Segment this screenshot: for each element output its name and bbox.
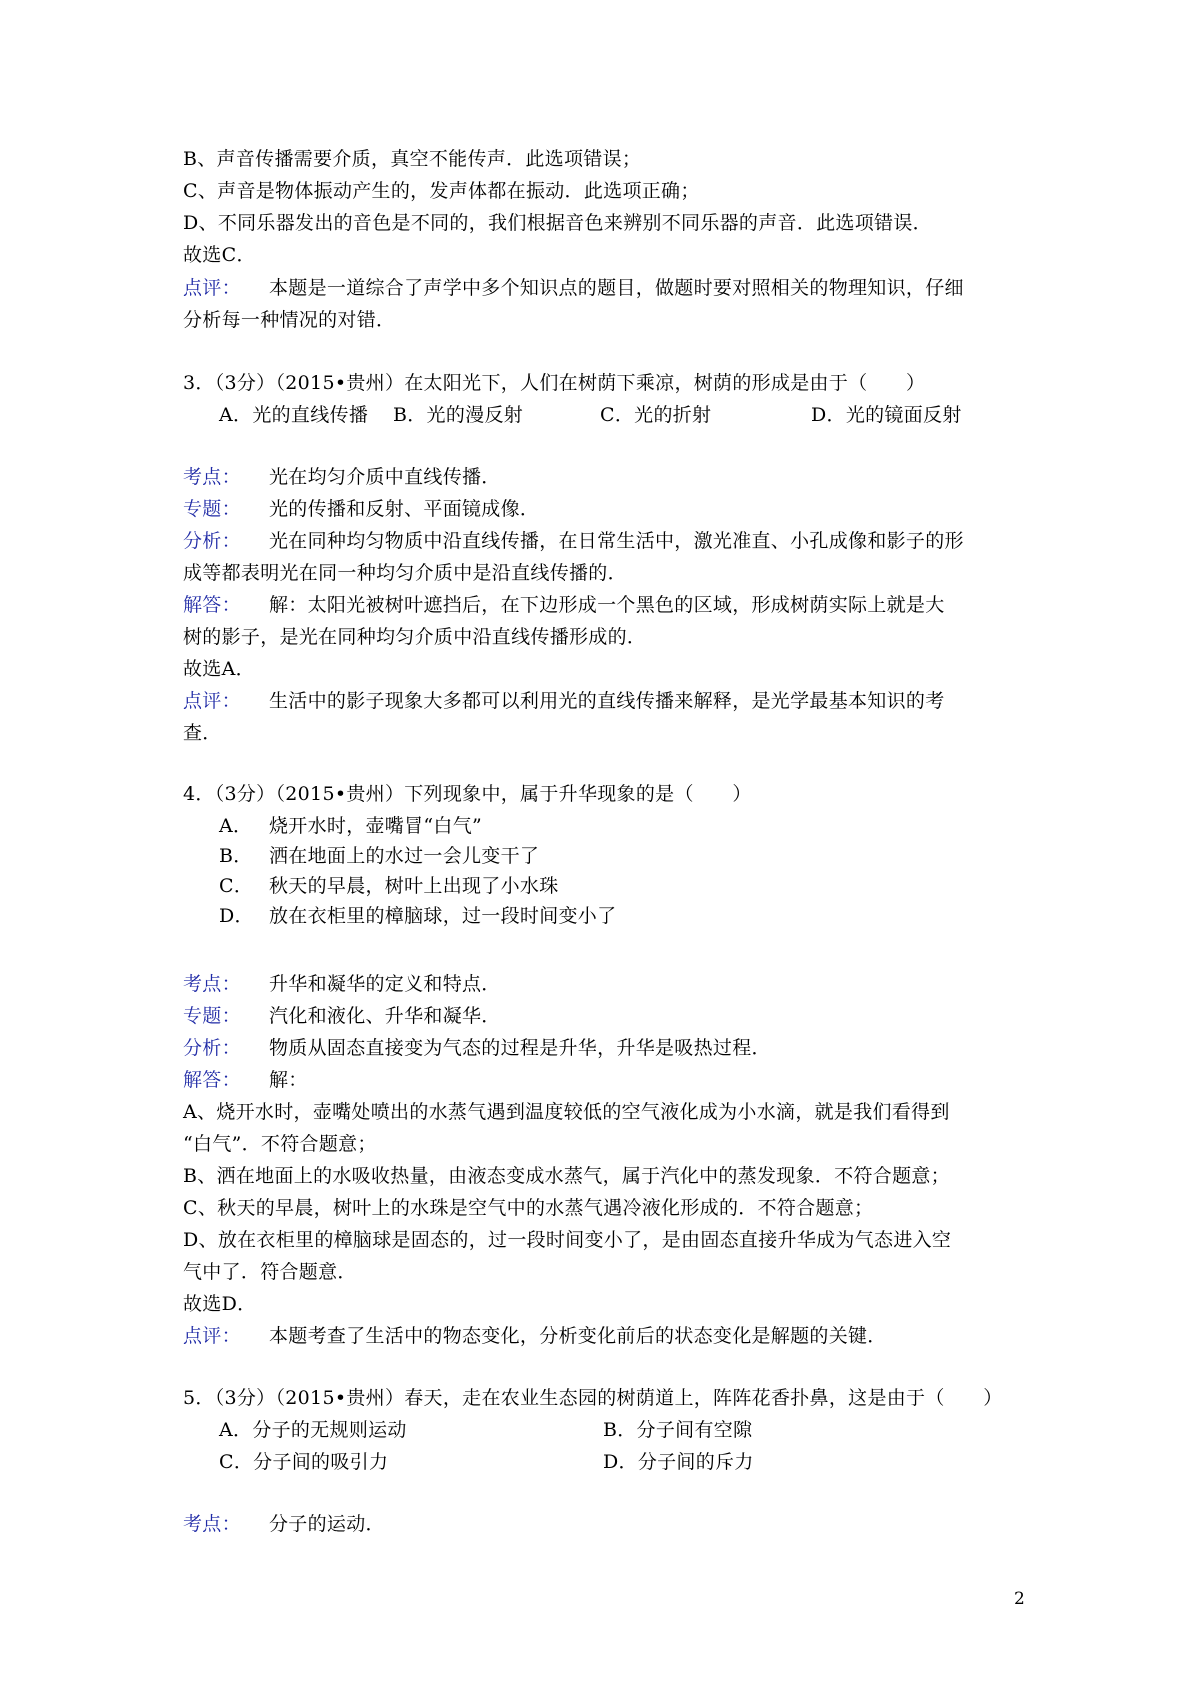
q2-analysis-b: B、声音传播需要介质，真空不能传声．此选项错误；: [183, 148, 642, 170]
q3-option-d: D．光的镜面反射: [811, 404, 962, 426]
q3-solution: 解答： 解：太阳光被树叶遮挡后，在下边形成一个黑色的区域，形成树荫实际上就是大: [183, 590, 1033, 620]
q4-option: A． 烧开水时，壶嘴冒“白气”: [219, 815, 483, 837]
keypoint-label: 考点：: [183, 1513, 241, 1535]
q3-keypoint: 考点： 光在均匀介质中直线传播．: [183, 462, 1033, 492]
q4-line-a: A、烧开水时，壶嘴处喷出的水蒸气遇到温度较低的空气液化成为小水滴，就是我们看得到: [183, 1101, 950, 1123]
page-number: 2: [1014, 1589, 1025, 1609]
q2-analysis-d: D、不同乐器发出的音色是不同的，我们根据音色来辨别不同乐器的声音．此选项错误．: [183, 212, 932, 234]
q3-topic: 专题： 光的传播和反射、平面镜成像．: [183, 494, 1033, 524]
q4-stem: 4．（3分）（2015•贵州）下列现象中，属于升华现象的是（ ）: [183, 783, 752, 805]
q4-keypoint: 考点： 升华和凝华的定义和特点．: [183, 969, 1033, 999]
q4-topic: 专题： 汽化和液化、升华和凝华．: [183, 1001, 1033, 1031]
q2-answer: 故选C．: [183, 244, 256, 266]
q4-option: B． 洒在地面上的水过一会儿变干了: [219, 845, 540, 867]
analysis-label: 分析：: [183, 1037, 241, 1059]
q4-answer: 故选D．: [183, 1293, 257, 1315]
topic-label: 专题：: [183, 1005, 241, 1027]
q4-options: [219, 811, 616, 931]
q4-line-b: B、洒在地面上的水吸收热量，由液态变成水蒸气，属于汽化中的蒸发现象．不符合题意；: [183, 1165, 950, 1187]
q4-line-d-cont: 气中了．符合题意．: [183, 1261, 357, 1283]
solution-label: 解答：: [183, 1069, 241, 1091]
q3-comment-cont: 查．: [183, 722, 222, 744]
q4-comment: 点评： 本题考查了生活中的物态变化，分析变化前后的状态变化是解题的关键．: [183, 1321, 1033, 1351]
q4-line-d: D、放在衣柜里的樟脑球是固态的，过一段时间变小了，是由固态直接升华成为气态进入空: [183, 1229, 952, 1251]
comment-label: 点评：: [183, 1325, 241, 1347]
q3-analysis-cont: 成等都表明光在同一种均匀介质中是沿直线传播的．: [183, 562, 627, 584]
q2-comment-cont: 分析每一种情况的对错．: [183, 309, 396, 331]
q3-option-c: C．光的折射: [600, 404, 712, 426]
q5-stem: 5．（3分）（2015•贵州）春天，走在农业生态园的树荫道上，阵阵花香扑鼻，这是由于（ ）: [183, 1387, 1003, 1409]
q4-option: D． 放在衣柜里的樟脑球，过一段时间变小了: [219, 905, 617, 927]
q4-analysis: 分析： 物质从固态直接变为气态的过程是升华，升华是吸热过程．: [183, 1033, 1033, 1063]
topic-label: 专题：: [183, 498, 241, 520]
q4-line-c: C、秋天的早晨，树叶上的水珠是空气中的水蒸气遇冷液化形成的．不符合题意；: [183, 1197, 874, 1219]
q3-solution-cont: 树的影子，是光在同种均匀介质中沿直线传播形成的．: [183, 626, 647, 648]
q5-option-c: C．分子间的吸引力: [219, 1451, 389, 1473]
q5-keypoint: 考点： 分子的运动．: [183, 1509, 1033, 1539]
q4-solution: 解答： 解：: [183, 1065, 1033, 1095]
q3-option-a: A．光的直线传播: [219, 404, 369, 426]
q5-option-b: B．分子间有空隙: [603, 1419, 753, 1441]
keypoint-label: 考点：: [183, 973, 241, 995]
q3-comment: 点评： 生活中的影子现象大多都可以利用光的直线传播来解释，是光学最基本知识的考: [183, 686, 1033, 716]
q5-option-a: A．分子的无规则运动: [219, 1419, 407, 1441]
solution-label: 解答：: [183, 594, 241, 616]
q2-comment: 点评： 本题是一道综合了声学中多个知识点的题目，做题时要对照相关的物理知识，仔细: [183, 273, 1033, 303]
keypoint-label: 考点：: [183, 466, 241, 488]
q3-answer: 故选A．: [183, 658, 255, 680]
q3-stem: 3．（3分）（2015•贵州）在太阳光下，人们在树荫下乘凉，树荫的形成是由于（ ）: [183, 372, 926, 394]
q4-line-a-cont: “白气”．不符合题意；: [183, 1133, 377, 1155]
q3-analysis: 分析： 光在同种均匀物质中沿直线传播，在日常生活中，激光准直、小孔成像和影子的形: [183, 526, 1033, 556]
q5-option-d: D．分子间的斥力: [603, 1451, 754, 1473]
analysis-label: 分析：: [183, 530, 241, 552]
q4-option: C． 秋天的早晨，树叶上出现了小水珠: [219, 875, 559, 897]
comment-label: 点评：: [183, 690, 241, 712]
q2-analysis-c: C、声音是物体振动产生的，发声体都在振动．此选项正确；: [183, 180, 700, 202]
comment-label: 点评：: [183, 277, 241, 299]
q3-option-b: B．光的漫反射: [393, 404, 524, 426]
